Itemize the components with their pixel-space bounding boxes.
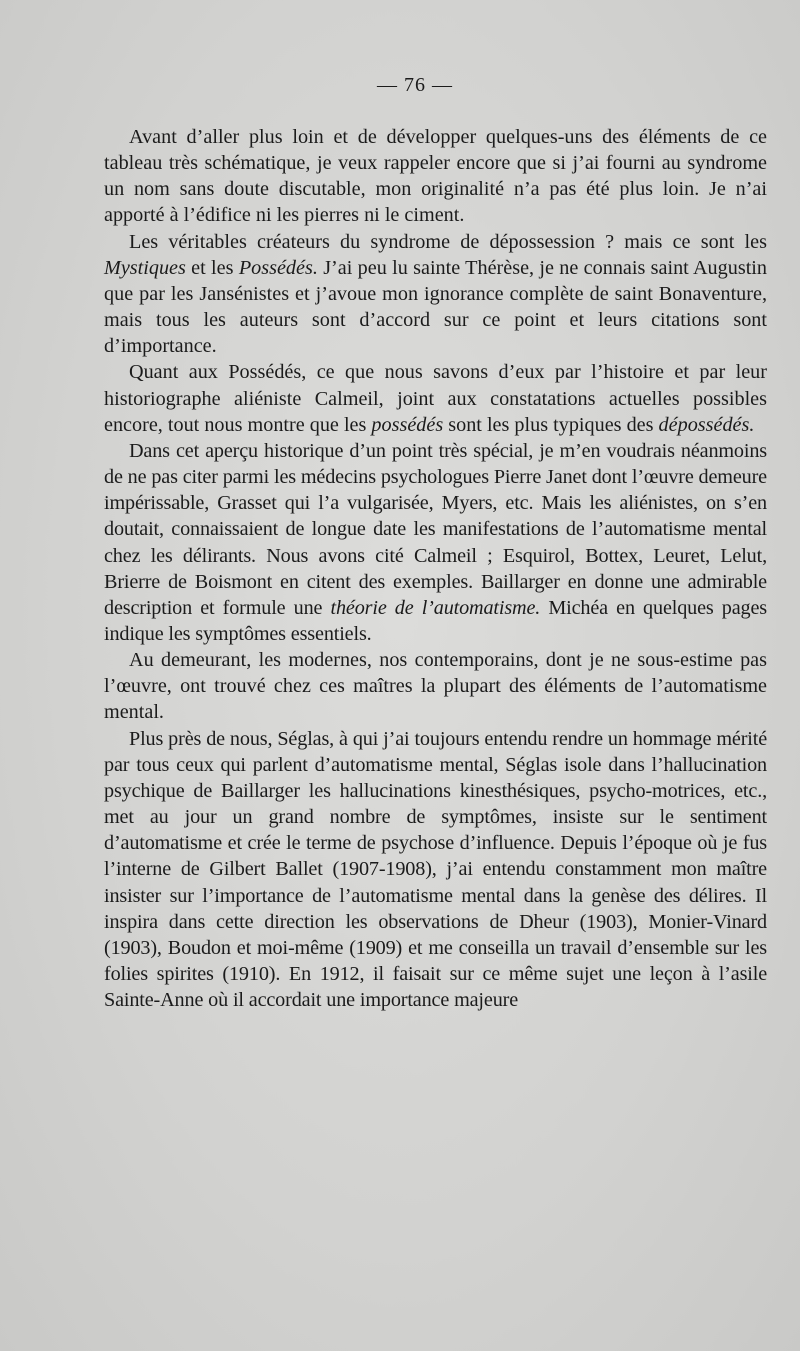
text-segment: Michéa en quelques pages indique les symptômes essentiels. <box>104 596 767 645</box>
page-number: — 76 — <box>377 74 453 96</box>
text-segment: Plus près de nous, Séglas, à qui j’ai toujours entendu rendre un hommage mérité par tous ceux qui parlent d’automatisme mental, Séglas isole dans l’hallucination psychique de Baillarger les hallucinations kinesthésiques, psycho-motrices, etc., met au jour un grand nombre de symptômes, insiste sur le sentiment d’automatisme et crée le terme de psychose d’influence. Depuis l’époque où je fus l’interne de Gilbert Ballet (1907-1908), j’ai entendu constamment mon maître insister sur l’importance de l’automatisme mental dans la genèse des délires. Il inspira dans cette direction les observations de Dheur (1903), Monier-Vinard (1903), Boudon et moi-même (1909) et me conseilla un travail d’ensemble sur les folies spirites (1910). En 1912, il faisait sur ce même sujet une leçon à l’asile Sainte-Anne où il accordait une importance majeure <box>104 727 767 1012</box>
paragraph <box>104 438 767 647</box>
paragraph <box>104 726 767 1014</box>
body-text <box>104 124 767 1013</box>
text-segment: Dans cet aperçu historique d’un point très spécial, je m’en voudrais néanmoins de ne pas citer parmi les médecins psychologues Pierre Janet dont l’œuvre demeure impérissable, Grasset qui l’a vulgarisée, Myers, etc. Mais les aliénistes, on s’en doutait, connaissaient de longue date les manifestations de l’automatisme mental chez les délirants. Nous avons cité Calmeil ; Esquirol, Bottex, Leuret, Lelut, Brierre de Boismont en citent des exemples. Baillarger en donne une admirable description et formule une <box>104 439 767 619</box>
italic-term: dépossédés. <box>658 413 755 436</box>
text-segment: Avant d’aller plus loin et de développer quelques-uns des éléments de ce tableau très schématique, je veux rappeler encore que si j’ai fourni au syndrome un nom sans doute discutable, mon originalité n’a pas été plus loin. Je n’ai apporté à l’édifice ni les pierres ni le ciment. <box>104 126 767 227</box>
text-segment: Quant aux Possédés, ce que nous savons d’eux par l’histoire et par leur historiographe aliéniste Calmeil, joint aux constatations actuelles possibles encore, tout nous montre que les <box>104 361 767 436</box>
italic-term: Possédés. <box>238 256 318 279</box>
text-segment: sont les plus typiques des <box>443 413 659 436</box>
text-segment: et les <box>185 256 239 279</box>
paragraph <box>104 229 767 360</box>
paragraph <box>104 647 767 725</box>
text-segment: Les véritables créateurs du syndrome de dépossession ? mais ce sont les <box>129 230 767 253</box>
text-segment: J’ai peu lu sainte Thérèse, je ne connais saint Augustin que par les Jansénistes et j’avoue mon ignorance complète de saint Bonaventure, mais tous les auteurs sont d’accord sur ce point et leurs citations sont d’importance. <box>104 256 768 358</box>
italic-term: possédés <box>371 413 444 436</box>
paragraph <box>104 359 767 437</box>
italic-term: théorie de l’automatisme. <box>330 596 541 619</box>
italic-term: Mystiques <box>104 256 186 279</box>
paragraph <box>104 124 767 229</box>
text-segment: Au demeurant, les modernes, nos contemporains, dont je ne sous-estime pas l’œuvre, ont trouvé chez ces maîtres la plupart des éléments de l’automatisme mental. <box>104 649 767 724</box>
